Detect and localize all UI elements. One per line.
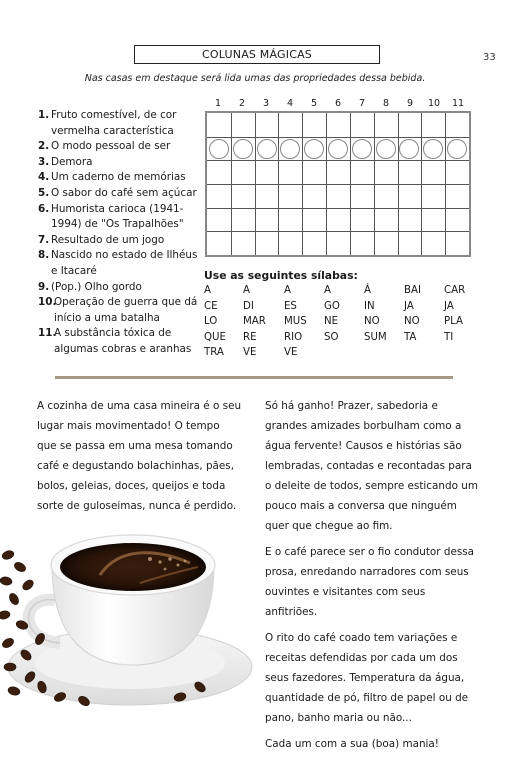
syllables-table [204, 285, 484, 363]
paragraph: Cada um com a sua (boa) mania! [265, 738, 439, 750]
syllable: QUE [204, 331, 226, 343]
column-number: 10 [427, 98, 441, 109]
syllable: A [243, 285, 250, 296]
highlighted-cell-circle[interactable] [447, 139, 467, 159]
article-right-column [265, 396, 480, 760]
syllable: MUS [284, 316, 307, 328]
syllable: TI [444, 331, 454, 343]
clue-item: 3. Demora [38, 155, 93, 168]
syllable: A [324, 285, 331, 296]
highlighted-cell-circle[interactable] [376, 139, 396, 159]
highlighted-cell-circle[interactable] [423, 139, 443, 159]
grid-row-line [207, 231, 469, 232]
puzzle-grid[interactable] [205, 111, 471, 257]
grid-row-line [207, 184, 469, 185]
syllable: RIO [284, 331, 303, 343]
syllable: NE [324, 316, 339, 328]
paragraph: Só há ganho! Prazer, sabedoria e grandes amizades borbulham como a água fervente! Causos e histórias são lembradas, contadas e recontadas para o deleite de todos, sempre esticando um pouco mais a conversa que ninguém quer que chegue ao fim. [265, 400, 478, 532]
column-number: 3 [262, 98, 270, 109]
highlighted-cell-circle[interactable] [280, 139, 300, 159]
clue-item: 7. Resultado de um jogo [38, 233, 165, 246]
column-number: 2 [238, 98, 246, 109]
section-divider [55, 376, 453, 379]
syllable: BAI [404, 285, 421, 296]
clue-item: 5. O sabor do café sem açúcar [38, 186, 197, 199]
page-number: 33 [483, 52, 496, 63]
highlighted-cell-circle[interactable] [209, 139, 229, 159]
syllable: TRA [204, 347, 224, 359]
clue-item: 6. Humorista carioca (1941-1994) de "Os Trapalhões" [38, 202, 184, 231]
column-number: 1 [214, 98, 222, 109]
syllable: VE [243, 347, 257, 359]
highlighted-cell-circle[interactable] [304, 139, 324, 159]
syllable: NO [404, 316, 420, 328]
syllable: DI [243, 300, 254, 312]
clue-item: 4. Um caderno de memórias [38, 171, 186, 184]
syllable-row [204, 332, 484, 348]
clue-item: 9. (Pop.) Olho gordo [38, 280, 142, 293]
paragraph: O rito do café coado tem variações e receitas defendidas por cada um dos seus fazedores. Temperatura da água, quantidade de pó, filtro de papel ou de pano, banho maria ou não... [265, 632, 469, 724]
highlighted-cell-circle[interactable] [328, 139, 348, 159]
syllable: JA [444, 300, 454, 312]
syllable: RE [243, 331, 257, 343]
puzzle-instructions: Nas casas em destaque será lida umas das propriedades dessa bebida. [84, 73, 426, 84]
column-number: 8 [382, 98, 390, 109]
paragraph: E o café parece ser o fio condutor dessa prosa, enredando narradores com seus ouvintes e visitantes com seus anfitriões. [265, 546, 475, 618]
syllable: SUM [364, 331, 387, 343]
clue-item: 10. Operação de guerra que dá início a uma batalha [38, 296, 198, 324]
syllable: JA [404, 300, 414, 312]
syllable: CAR [444, 285, 466, 296]
syllable: SO [324, 331, 339, 343]
grid-row-line [207, 160, 469, 161]
grid-row-line [207, 208, 469, 209]
syllable: ES [284, 300, 297, 312]
column-number: 4 [286, 98, 294, 109]
clue-item: 8. Nascido no estado de Ilhéus e Itacaré [38, 249, 198, 277]
column-number: 9 [406, 98, 414, 109]
syllable-row [204, 301, 484, 317]
column-number: 6 [334, 98, 342, 109]
clue-item: 2. O modo pessoal de ser [38, 140, 171, 153]
column-numbers [206, 98, 470, 110]
syllable: LO [204, 316, 218, 328]
coffee-cup-illustration [0, 515, 260, 735]
column-number: 11 [451, 98, 465, 109]
puzzle-grid-cells[interactable] [207, 113, 469, 255]
syllable: VE [284, 347, 298, 359]
highlighted-cell-circle[interactable] [399, 139, 419, 159]
syllable: IN [364, 300, 375, 312]
column-number: 5 [310, 98, 318, 109]
syllable: GO [324, 300, 340, 312]
syllable: CE [204, 300, 218, 312]
syllables-title: Use as seguintes sílabas: [204, 269, 358, 282]
clue-list [38, 108, 198, 358]
syllable: A [284, 285, 291, 296]
syllable: Á [364, 285, 371, 296]
article-left-column: A cozinha de uma casa mineira é o seu lugar mais movimentado! O tempo que se passa em uma mesa tomando café e degustando bolachinhas, pães, bolos, geleias, doces, queijos e toda sorte de guloseimas, nunca é perdido. [37, 400, 242, 512]
syllable: NO [364, 316, 380, 328]
syllable-row [204, 347, 484, 363]
syllable: TA [404, 331, 417, 343]
highlighted-cell-circle[interactable] [257, 139, 277, 159]
syllable-row [204, 316, 484, 332]
syllable-row [204, 285, 484, 301]
puzzle-title: COLUNAS MÁGICAS [134, 45, 380, 64]
clue-item: 1. Fruto comestível, de cor vermelha característica [38, 109, 177, 137]
syllable: PLA [444, 316, 464, 328]
highlighted-cell-circle[interactable] [352, 139, 372, 159]
clue-item: 11. A substância tóxica de algumas cobras e aranhas [38, 327, 192, 355]
column-number: 7 [358, 98, 366, 109]
syllable: MAR [243, 316, 266, 328]
syllable: A [204, 285, 211, 296]
highlighted-cell-circle[interactable] [233, 139, 253, 159]
grid-row-line [207, 137, 469, 138]
